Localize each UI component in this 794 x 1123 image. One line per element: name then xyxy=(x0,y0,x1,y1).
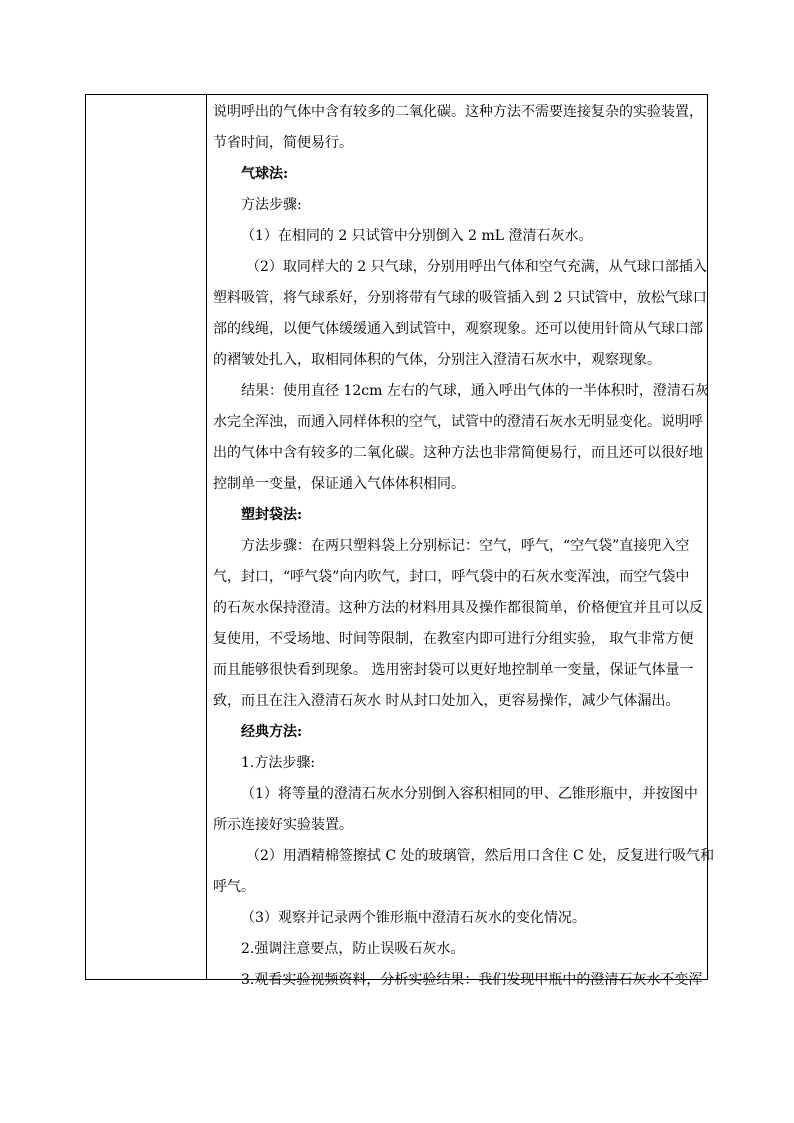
text-line: 结果：使用直径 12cm 左右的气球，通入呼出气体的一半体积时，澄清石灰 xyxy=(241,383,709,399)
text-line: 的石灰水保持澄清。这种方法的材料用具及操作都很简单，价格便宜并且可以反 xyxy=(213,600,703,616)
text-line: 致，而且在注入澄清石灰水 时从封口处加入，更容易操作，减少气体漏出。 xyxy=(213,693,680,709)
text-line: （3）观察并记录两个锥形瓶中澄清石灰水的变化情况。 xyxy=(241,910,586,926)
text-line: 节省时间，简便易行。 xyxy=(213,135,353,151)
text-line: 部的线绳，以便气体缓缓通入到试管中，观察现象。还可以使用针筒从气球口部 xyxy=(213,321,703,337)
text-line: 的褶皱处扎入，取相同体积的气体，分别注入澄清石灰水中，观察现象。 xyxy=(213,352,661,368)
text-line: （2）用酒精棉签擦拭 C 处的玻璃管，然后用口含住 C 处，反复进行吸气和 xyxy=(246,848,715,864)
text-line: 出的气体中含有较多的二氧化碳。这种方法也非常简便易行，而且还可以很好地 xyxy=(213,445,703,461)
text-line: 塑料吸管，将气球系好，分别将带有气球的吸管插入到 2 只试管中，放松气球口 xyxy=(213,290,707,306)
section-heading: 气球法: xyxy=(241,166,289,182)
text-line: 复使用，不受场地、时间等限制，在教室内即可进行分组实验， 取气非常方便 xyxy=(213,631,694,647)
text-line: 控制单一变量，保证通入气体体积相同。 xyxy=(213,476,465,492)
table-top-border xyxy=(86,94,707,95)
text-line: （2）取同样大的 2 只气球，分别用呼出气体和空气充满，从气球口部插入 xyxy=(246,259,707,275)
section-heading: 经典方法: xyxy=(241,724,303,740)
text-line: 1.方法步骤: xyxy=(241,755,316,771)
section-heading: 塑封袋法: xyxy=(241,507,303,523)
text-line: （1）将等量的澄清石灰水分别倒入容积相同的甲、乙锥形瓶中，并按图中 xyxy=(241,786,698,802)
text-line: 2.强调注意要点，防止误吸石灰水。 xyxy=(241,941,465,957)
column-divider xyxy=(206,94,207,979)
lesson-table xyxy=(85,94,715,988)
text-line: 所示连接好实验装置。 xyxy=(213,817,353,833)
table-content-cell xyxy=(213,97,715,996)
text-line: 水完全浑浊，而通入同样体积的空气，试管中的澄清石灰水无明显变化。说明呼 xyxy=(213,414,703,430)
text-line: 气，封口，“呼气袋”向内吹气，封口，呼气袋中的石灰水变浑浊，而空气袋中 xyxy=(213,569,690,585)
text-line: 而且能够很快看到现象。 选用密封袋可以更好地控制单一变量，保证气体量一 xyxy=(213,662,694,678)
text-line: 3.观看实验视频资料，分析实验结果：我们发现甲瓶中的澄清石灰水不变浑 xyxy=(241,972,703,988)
text-line: （1）在相同的 2 只试管中分别倒入 2 mL 澄清石灰水。 xyxy=(241,228,593,244)
text-line: 说明呼出的气体中含有较多的二氧化碳。这种方法不需要连接复杂的实验装置， xyxy=(213,104,703,120)
text-line: 方法步骤: xyxy=(241,197,302,213)
text-line: 呼气。 xyxy=(213,879,255,895)
text-line: 方法步骤：在两只塑料袋上分别标记：空气，呼气，“空气袋”直接兜入空 xyxy=(241,538,690,554)
